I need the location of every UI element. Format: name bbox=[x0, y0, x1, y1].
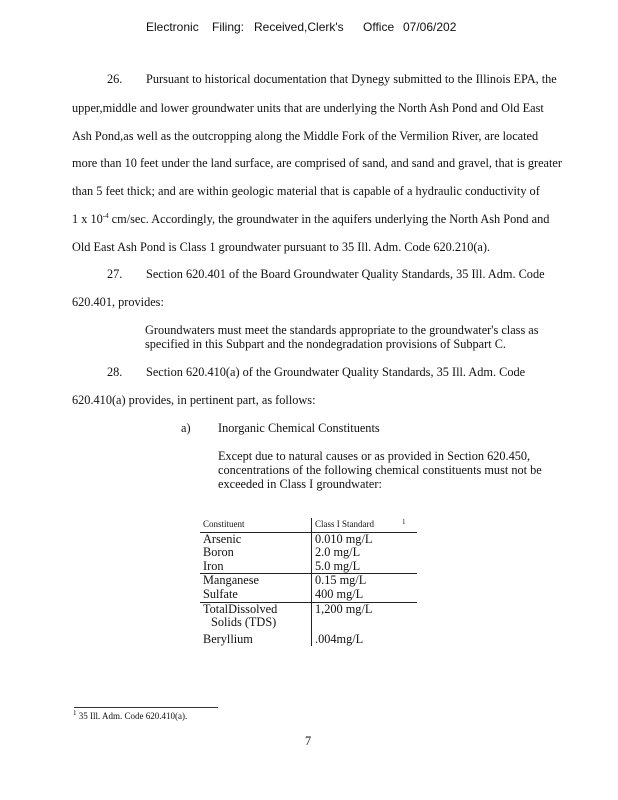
para26-line6: 1 x $10^{-4}$ cm/sec. Accordingly, the groundwater in the aquifers underlying the North Ash Pond and bbox=[72, 211, 550, 226]
header-electronic: Electronic bbox=[146, 20, 199, 34]
exponent: -4 bbox=[102, 211, 109, 220]
table-header bbox=[200, 518, 417, 532]
table-row bbox=[200, 630, 417, 647]
item-title: Inorganic Chemical Constituents bbox=[218, 421, 380, 435]
table-row bbox=[200, 588, 417, 602]
table-row bbox=[200, 546, 417, 560]
row-name: Beryllium bbox=[200, 630, 312, 647]
row-name: Sulfate bbox=[200, 588, 312, 602]
row-value: 0.010 mg/L bbox=[315, 531, 373, 546]
table-row bbox=[200, 574, 417, 588]
row-value: .004mg/L bbox=[315, 631, 364, 646]
item-line3: exceeded in Class I groundwater: bbox=[218, 477, 382, 491]
col-standard: Class I Standard bbox=[312, 518, 418, 532]
table-row bbox=[200, 532, 417, 546]
footnote: $^1$ 35 Ill. Adm. Code 620.410(a). bbox=[73, 709, 188, 721]
para26-number: 26. bbox=[107, 72, 123, 86]
para27-number: 27. bbox=[107, 267, 123, 281]
footnote-divider bbox=[74, 707, 218, 708]
item-line2: concentrations of the following chemical constituents must not be bbox=[218, 463, 542, 477]
row-value: 2.0 mg/L bbox=[315, 545, 361, 560]
row-value: 1,200 mg/L bbox=[312, 602, 418, 630]
para26-line5: than 5 feet thick; and are within geologic material that is capable of a hydraulic conductivity of bbox=[72, 184, 540, 198]
para26-line2: upper,middle and lower groundwater units that are underlying the North Ash Pond and Old East bbox=[72, 101, 544, 115]
para27-line2: 620.401, provides: bbox=[72, 295, 164, 309]
constituent-table bbox=[200, 518, 417, 646]
item-line1: Except due to natural causes or as provided in Section 620.450, bbox=[218, 449, 531, 463]
para26-line1: Pursuant to historical documentation that Dynegy submitted to the Illinois EPA, the bbox=[146, 72, 557, 86]
header-office: Office bbox=[363, 20, 395, 34]
para28-line1: Section 620.410(a) of the Groundwater Quality Standards, 35 Ill. Adm. Code bbox=[146, 365, 526, 379]
row-name: Boron bbox=[200, 546, 312, 560]
header-received: Received,Clerk's bbox=[254, 20, 344, 34]
para26-line3: Ash Pond,as well as the outcropping along the Middle Fork of the Vermilion River, are located bbox=[72, 129, 539, 143]
para27-line1: Section 620.401 of the Board Groundwater Quality Standards, 35 Ill. Adm. Code bbox=[146, 267, 545, 281]
para26-line7: Old East Ash Pond is Class 1 groundwater pursuant to 35 Ill. Adm. Code 620.210(a). bbox=[72, 240, 491, 254]
header-date: 07/06/202 bbox=[403, 20, 457, 34]
table-row bbox=[200, 602, 417, 630]
para28-line2: 620.410(a) provides, in pertinent part, as follows: bbox=[72, 393, 316, 407]
row-value: 400 mg/L bbox=[315, 586, 364, 601]
para26-line4: more than 10 feet under the land surface, are comprised of sand, and sand and gravel, that is greater bbox=[72, 156, 562, 170]
item-label: a) bbox=[181, 421, 191, 435]
row-name: Manganese bbox=[200, 574, 312, 588]
row-name: TotalDissolved Solids (TDS) bbox=[200, 602, 312, 630]
para28-number: 28. bbox=[107, 365, 123, 379]
header-filing: Filing: bbox=[212, 20, 245, 34]
quote-line2: specified in this Subpart and the nondegradation provisions of Subpart C. bbox=[145, 337, 506, 351]
page-number: 7 bbox=[305, 734, 312, 748]
row-value: 0.15 mg/L bbox=[312, 574, 418, 588]
table-footnote-ref: 1 bbox=[402, 518, 406, 526]
col-constituent: Constituent bbox=[200, 518, 312, 532]
row-value: 5.0 mg/L bbox=[315, 558, 361, 573]
quote-line1: Groundwaters must meet the standards appropriate to the groundwater's class as bbox=[145, 323, 539, 337]
table-row bbox=[200, 560, 417, 574]
row-name: Arsenic bbox=[200, 532, 312, 546]
row-name: Iron bbox=[200, 560, 312, 574]
